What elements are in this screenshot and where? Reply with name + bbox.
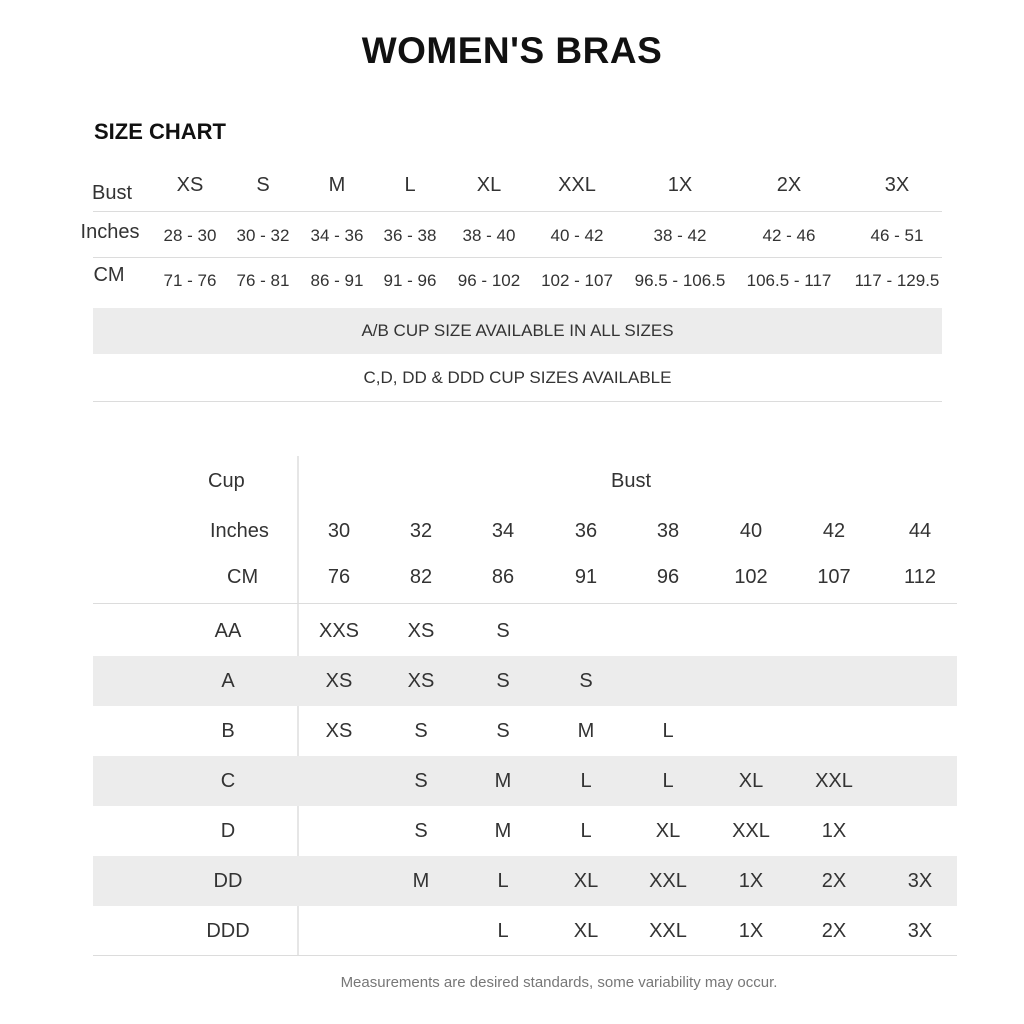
cup-size-cell: S	[414, 720, 428, 742]
inches-row	[70, 207, 942, 254]
cup-size-cell: 1X	[821, 820, 847, 842]
cup-cm-cell: 96	[656, 566, 680, 588]
cup-size-cell: S	[496, 670, 510, 692]
size-chart-table	[70, 160, 942, 301]
inches-cell: 30 - 32	[236, 226, 290, 245]
cup-size-cell: L	[497, 870, 509, 892]
cup-size-cell: L	[662, 720, 674, 742]
footnote: Measurements are desired standards, some variability may occur.	[340, 974, 778, 991]
size-cell: XXL	[558, 174, 596, 196]
size-cell: 2X	[776, 174, 802, 196]
inches-cell: 38 - 40	[462, 226, 516, 245]
cup-size-cell: L	[580, 820, 592, 842]
cup-inches-cell: 30	[327, 520, 351, 542]
cup-size-cell: 3X	[907, 870, 933, 892]
inches-cell: 36 - 38	[383, 226, 437, 245]
cup-size-cell: XS	[325, 720, 353, 742]
cup-size-cell: S	[579, 670, 593, 692]
cup-size-cell: M	[577, 720, 595, 742]
cup-cm-cell: 91	[574, 566, 598, 588]
cup-cm-cell: 86	[491, 566, 515, 588]
inches-cell: 38 - 42	[653, 226, 707, 245]
cup-label: DD	[213, 870, 243, 892]
divider	[93, 603, 957, 604]
cup-cm-cell: 112	[904, 566, 936, 588]
cup-cm-cell: 102	[734, 566, 768, 588]
cup-size-cell: S	[414, 820, 428, 842]
cup-size-cell: 2X	[821, 870, 847, 892]
cup-row	[93, 756, 957, 806]
cm-cell: 96.5 - 106.5	[634, 271, 726, 290]
cup-size-cell: L	[497, 920, 509, 942]
inches-cell: 46 - 51	[870, 226, 924, 245]
cup-size-cell: S	[414, 770, 428, 792]
cup-size-cell: S	[496, 720, 510, 742]
cup-row	[93, 656, 957, 706]
cup-cm-label: CM	[227, 566, 259, 588]
cup-size-cell: XL	[573, 920, 599, 942]
cup-inches-cell: 38	[656, 520, 680, 542]
cup-row	[93, 606, 957, 656]
cup-size-cell: XS	[407, 670, 435, 692]
cm-cell: 96 - 102	[457, 271, 521, 290]
cm-row	[70, 254, 942, 301]
cup-size-cell: XS	[407, 620, 435, 642]
divider	[93, 401, 942, 402]
divider	[93, 211, 942, 212]
cup-label: AA	[214, 620, 242, 642]
cup-row	[93, 806, 957, 856]
cup-cm-cell: 82	[409, 566, 433, 588]
bust-size-row	[70, 160, 942, 207]
cup-size-cell: M	[494, 770, 512, 792]
inches-cell: 34 - 36	[310, 226, 364, 245]
cm-cell: 76 - 81	[236, 271, 290, 290]
cup-label: DDD	[206, 920, 250, 942]
cup-label: C	[220, 770, 236, 792]
inches-row-label: Inches	[80, 221, 140, 243]
size-cell: 3X	[884, 174, 910, 196]
cup-size-cell: XXL	[649, 870, 687, 892]
cup-size-cell: S	[496, 620, 510, 642]
cup-inches-cell: 40	[739, 520, 763, 542]
cup-size-cell: XXL	[649, 920, 687, 942]
cm-cell: 91 - 96	[383, 271, 437, 290]
cm-cell: 102 - 107	[541, 271, 613, 290]
inches-cell: 28 - 30	[163, 226, 217, 245]
cup-size-cell: 1X	[738, 920, 764, 942]
cup-size-cell: 2X	[821, 920, 847, 942]
cup-cm-cell: 107	[817, 566, 851, 588]
size-chart-heading: SIZE CHART	[94, 119, 226, 144]
cup-size-cell: XXL	[732, 820, 770, 842]
cm-row-label: CM	[93, 264, 125, 286]
cup-label: D	[220, 820, 236, 842]
bust-row-label: Bust	[91, 182, 133, 204]
cup-column-header: Cup	[208, 470, 245, 492]
cup-size-cell: M	[412, 870, 430, 892]
cup-inches-cell: 44	[908, 520, 932, 542]
cup-inches-cell: 32	[409, 520, 433, 542]
cup-row	[93, 706, 957, 756]
cup-size-cell: 1X	[738, 870, 764, 892]
cm-cell: 117 - 129.5	[854, 271, 940, 290]
cup-cm-cell: 76	[327, 566, 351, 588]
cup-inches-cell: 42	[822, 520, 846, 542]
size-cell: M	[328, 174, 346, 196]
cup-size-cell: XL	[655, 820, 681, 842]
page-title: WOMEN'S BRAS	[361, 30, 663, 71]
cup-size-cell: L	[662, 770, 674, 792]
cup-row	[93, 856, 957, 906]
size-cell: S	[256, 174, 270, 196]
cup-size-cell: M	[494, 820, 512, 842]
size-cell: XS	[176, 174, 204, 196]
size-cell: L	[404, 174, 416, 196]
cm-cell: 86 - 91	[310, 271, 364, 290]
cup-size-cell: XL	[738, 770, 764, 792]
size-cell: 1X	[667, 174, 693, 196]
inches-cell: 40 - 42	[550, 226, 604, 245]
ab-cup-note: A/B CUP SIZE AVAILABLE IN ALL SIZES	[93, 308, 942, 354]
cup-inches-cell: 34	[491, 520, 515, 542]
cup-label: A	[221, 670, 235, 692]
cup-size-cell: XXL	[815, 770, 853, 792]
cup-row	[93, 906, 957, 956]
cm-cell: 106.5 - 117	[746, 271, 832, 290]
bust-column-header: Bust	[611, 470, 652, 492]
cd-cup-note: C,D, DD & DDD CUP SIZES AVAILABLE	[363, 368, 672, 387]
cup-size-cell: XS	[325, 670, 353, 692]
size-cell: XL	[476, 174, 502, 196]
cm-cell: 71 - 76	[163, 271, 217, 290]
divider	[93, 257, 942, 258]
cup-size-cell: XL	[573, 870, 599, 892]
cup-label: B	[221, 720, 235, 742]
cup-inches-cell: 36	[574, 520, 598, 542]
cup-size-cell: XXS	[318, 620, 360, 642]
cup-size-cell: 3X	[907, 920, 933, 942]
divider	[93, 955, 957, 956]
inches-cell: 42 - 46	[762, 226, 816, 245]
cup-size-cell: L	[580, 770, 592, 792]
cup-inches-label: Inches	[210, 520, 269, 542]
